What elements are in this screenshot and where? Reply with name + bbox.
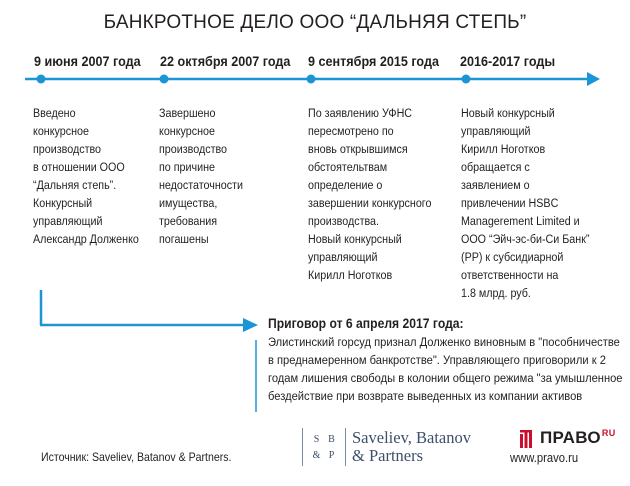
event-line: обращается с (461, 160, 530, 174)
event-line: По заявлению УФНС (308, 106, 413, 120)
event-line: Завершено (159, 106, 216, 120)
timeline-event-2 (159, 104, 243, 248)
event-line: управляющий (33, 214, 103, 228)
source-note: Источник: Saveliev, Batanov & Partners. (41, 450, 232, 464)
timeline-dot-4 (462, 75, 471, 84)
pravo-brand-name: ПРАВО (540, 428, 601, 447)
event-line: производство (33, 142, 102, 156)
timeline-dot-3 (307, 75, 316, 84)
event-line: управляющий (308, 250, 378, 264)
event-line: конкурсное (159, 124, 215, 138)
timeline-date-3: 9 сентября 2015 года (308, 53, 439, 69)
event-line: ООО “Эйч-эс-би-Си Банк” (461, 232, 590, 246)
event-line: Конкурсный (33, 196, 93, 210)
event-line: Новый конкурсный (461, 106, 555, 120)
event-line: Кирилл Ноготков (308, 268, 393, 282)
event-line: по причине (159, 160, 215, 174)
verdict-line: Элистинский горсуд признал Долженко виновным в "пособничестве (268, 335, 620, 349)
event-line: Managerement Limited и (461, 214, 580, 228)
monogram-letter: B (328, 433, 335, 445)
event-line: (РР) к субсидиарной (461, 250, 564, 264)
event-line: требования (159, 214, 218, 228)
timeline-date-1: 9 июня 2007 года (34, 53, 141, 69)
monogram-letter: S (313, 433, 320, 445)
firm-name-line: Saveliev, Batanov (352, 428, 471, 447)
event-line: недостаточности (159, 178, 244, 192)
event-line: управляющий (461, 124, 531, 138)
timeline-arrowhead (587, 72, 600, 86)
event-line: привлечении HSBC (461, 196, 559, 210)
event-line: заявлением о (461, 178, 530, 192)
firm-name (352, 429, 471, 465)
event-line: Кирилл Ноготков (461, 142, 546, 156)
event-line: производство (159, 142, 228, 156)
timeline-event-3 (308, 104, 431, 284)
timeline-dot-2 (160, 75, 169, 84)
firm-logo (302, 428, 471, 466)
event-line: в отношении ООО (33, 160, 125, 174)
verdict-block (268, 315, 623, 405)
event-line: завершении конкурсного (308, 196, 432, 210)
pravo-logo (520, 428, 616, 448)
event-line: “Дальняя степь”. (33, 178, 117, 192)
timeline-dot-1 (37, 75, 46, 84)
verdict-title: Приговор от 6 апреля 2017 года: (268, 316, 464, 331)
pravo-url-link[interactable]: www.pravo.ru (510, 451, 579, 465)
pravo-brand-suffix: RU (601, 428, 616, 438)
timeline-date-4: 2016-2017 годы (460, 53, 556, 69)
event-line: вновь открывшимся (308, 142, 408, 156)
firm-monogram (302, 428, 346, 466)
event-line: Введено (33, 106, 76, 120)
event-line: конкурсное (33, 124, 89, 138)
pravo-mark-icon (520, 430, 536, 448)
verdict-line: бездействие при возврате выведенных из компании активов (268, 389, 583, 403)
monogram-letter: & (312, 449, 321, 461)
event-line: обстоятельтвам (308, 160, 388, 174)
event-line: пересмотрено по (308, 124, 394, 138)
verdict-line: в преднамеренном банкротстве". Управляющего приговорили к 2 (268, 353, 606, 367)
timeline-event-4 (461, 104, 589, 302)
event-line: определение о (308, 178, 383, 192)
page-title: БАНКРОТНОЕ ДЕЛО ООО “ДАЛЬНЯЯ СТЕПЬ” (103, 12, 527, 33)
event-line: производства. (308, 214, 380, 228)
pravo-brand (540, 428, 616, 448)
event-line: ответственности на (461, 268, 559, 282)
verdict-connector-arrowhead (243, 318, 258, 332)
event-line: Новый конкурсный (308, 232, 402, 246)
firm-name-line: & Partners (352, 446, 424, 465)
verdict-line: годам лишения свободы в колонии общего режима "за умышленное (268, 371, 623, 385)
monogram-letter: P (328, 449, 335, 461)
event-line: имущества, (159, 196, 218, 210)
timeline-event-1 (33, 104, 139, 248)
event-line: Александр Долженко (33, 232, 139, 246)
event-line: 1.8 млрд. руб. (461, 286, 531, 300)
event-line: погашены (159, 232, 209, 246)
timeline-date-2: 22 октября 2007 года (160, 53, 291, 69)
